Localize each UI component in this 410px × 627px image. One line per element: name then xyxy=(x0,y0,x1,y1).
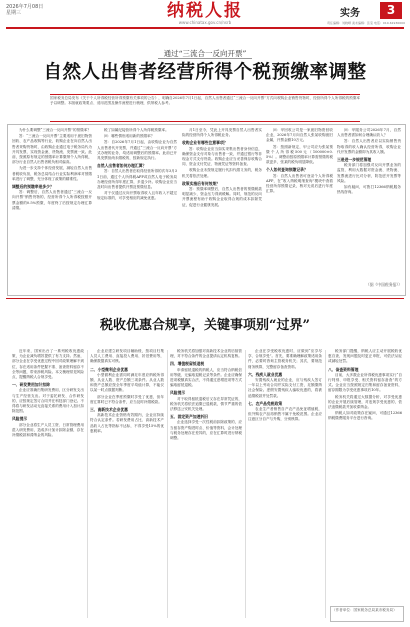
paragraph: 纳税人如对政策存在疑问，可通过12366纳税缴费服务平台进行咨询。 xyxy=(328,411,402,421)
subheading: 五、固定资产加速折旧 xyxy=(170,414,208,420)
article2-column xyxy=(12,349,84,619)
subheading: 调整后的预缴率是多少？ xyxy=(12,184,54,190)
paragraph: 答：自2026年7月1日起，由收购企业为自然人出售者代开发票，并通过“三流合一反向开票”方式办理的业务，均适用调整后的预缴率。此前已开具发票但尚未缴税的，按新规定执行。 xyxy=(97,140,177,161)
article1-kicker xyxy=(0,48,410,59)
page-number: 3 xyxy=(380,2,402,19)
subheading: 七、农产品免税政策 xyxy=(248,400,283,406)
paragraph: 税了如属纪接营所得个人所得税预缴率。 xyxy=(104,128,169,132)
paragraph: 高新技术企业资格有效期内，企业应持续符合认定条件。若研发费用占比、高新技术产品收入占比等指标不达标，不得享受15%的优惠税率。 xyxy=(90,413,164,433)
subheading: 自然人出售者如何办理汇算？ xyxy=(97,163,147,169)
article1-lead: 国家税务总局发布《关于个人所得税经营所得预缴有关事项的公告》，明确自2026年7月1日起，自然人出售者通过“三流合一反向开票”方式向收购企业销售货物时，经营所得个人所得税的预缴率予以调整。本版就政策要点、适用范围及操作流程进行梳理，供纳税人参考。 xyxy=(50,94,360,122)
paragraph: 为什么要调整“三流合一反向开票”的预缴率？ xyxy=(19,128,91,132)
paragraph: 企业选择享受一次性税前扣除政策的，应当留存资产购进时点、价值等资料，会计处理与税务处理存在差异的，应在汇算时进行纳税调整。 xyxy=(170,420,242,441)
paragraph: 近年来，国家出台了一系列税收优惠政策，为企业减负增效提供了有力支持。然而，部分企业在享受优惠过程中因对政策理解不到位，存在适用条件把握不准、备查资料留存不全等问题，带来涉税风险。本文梳理常见风险点，提醒纳税人合规享受。 xyxy=(12,349,84,380)
paragraph: 为进一步支持个体经营发展，减轻自然人出售者税收负担，税务总局结合行业实际利润率对预缴率进行了调整，充分体现了政策的精准性。 xyxy=(12,166,92,181)
column-rule xyxy=(245,350,246,618)
article1-column xyxy=(182,128,262,290)
paragraph: 答：按照新规定，甲公司应为张某预缴个人所得税500元（100000×0.5%）。调整前按原预缴率计算需预缴的税款更多，张某的税负明显降低。 xyxy=(266,144,333,165)
column-rule xyxy=(167,350,168,618)
paragraph: 小型微利企业需同时满足年度应纳税所得额、从业人数、资产总额三项条件。从业人数和资产总额应按全年季度平均值计算，不能仅以某一时点数据判断。 xyxy=(90,372,164,393)
article2-column xyxy=(328,349,402,603)
article1-title: 自然人出售者经营所得个税预缴率调整 xyxy=(43,62,367,83)
issue-date xyxy=(6,4,43,16)
article-divider xyxy=(6,298,404,299)
article1-column xyxy=(97,128,177,290)
paragraph: 答：自然人出售者在取得经营所得的次年3月31日前，通过个人所得税APP或自然人电子税务局办理经营所得年度汇算，多退少补。收购企业应当及时向出售者提供开票及预缴信息。 xyxy=(97,169,177,190)
paragraph: 农业生产者销售自产农产品免征增值税，但外购农产品再销售不属于免税范围。企业应注意区分自产与外购，分别核算。 xyxy=(248,407,322,422)
paragraph: 答：预缴率调整后，自然人出售者的预缴税款明显减少，资金压力得到缓解。同时，规范的反向开票流程有助于收购企业取得合规的成本扣除凭证，促进行业健康发展。 xyxy=(182,187,262,207)
article2-column xyxy=(170,349,242,619)
paragraph: 税务部门提醒，纳税人应主动开展税收优惠自查，发现问题及时更正申报，可依法从轻或减轻处罚。 xyxy=(328,349,402,364)
article2-title: 税收优惠合规享，关键事项别“过界” xyxy=(100,318,310,333)
article1-column xyxy=(266,128,333,290)
paragraph: 答：自然人出售者应以实际销售货物取得的收入确认经营所得，收购企业代开发票的金额即为其收入额。 xyxy=(337,139,401,154)
paragraph: 部分企业在季度预缴时享受了优惠，但年度汇算时已不符合条件，应当及时补缴税款。 xyxy=(90,394,164,404)
subheading: 三是进一步规范管理 xyxy=(337,157,372,163)
masthead-url: www.chinatax.gov.cn/nsrb xyxy=(178,20,232,25)
subheading: 个人如何查询预缴记录？ xyxy=(266,167,308,173)
subheading: 收购企业有哪些注意事项？ xyxy=(182,140,228,146)
paragraph: 答：“三流合一反向开票”主要适用于废旧物资回收、农产品收购等行业，收购企业在向自然人出售者采购货物时，由收购企业通过电子税务局代为开具发票，实现资金流、货物流、发票流一致。此前，按照原有规定的预缴率计算缴纳个人所得税，部分行业自然人出售者税负相对偏高。 xyxy=(12,134,92,165)
paragraph: 安置残疾人就业的企业，应与残疾人签订一年以上劳动合同并实际支付工资，足额缴纳社会保险。虚假安置残疾人骗取优惠的，将被追缴税款并处罚款。 xyxy=(248,378,322,398)
article1-column xyxy=(337,128,401,278)
header-rule xyxy=(6,27,404,29)
paragraph: 问：哪些情形适用新的预缴率？ xyxy=(104,134,155,139)
column-rule xyxy=(87,350,88,618)
masthead xyxy=(150,2,260,24)
subheading: 风险提示 xyxy=(170,390,186,396)
paragraph: 目前，大多数企业所得税优惠事项实行“自行判别、申报享受、相关资料留存备查”的方式。企业应当按照规定归集和留存备查资料，留存期限为享受优惠事项后10年。 xyxy=(328,372,402,393)
subheading: 二、小型微利企业优惠 xyxy=(90,366,128,372)
subheading: 六、残疾人就业优惠 xyxy=(248,371,283,377)
article2-author: （作者单位：国家税务总局某市税务局） xyxy=(330,606,404,622)
date-line: 2026年7月08日 xyxy=(6,4,44,10)
weekday-line: 星期三 xyxy=(6,10,22,16)
article1-column xyxy=(12,128,92,290)
paragraph: 部分企业将生产人员工资、日常管理费用混入研发费用，造成多计加计扣除金额，存在补缴税款和滞纳金的风险。 xyxy=(12,422,84,438)
paragraph: 企业在享受税收优惠时，应做到“应享尽享、合规享受”。首先，要准确理解政策适用条件，必要时咨询主管税务机关；其次，要规范财务核算，完整留存备查资料。 xyxy=(248,349,322,369)
subheading: 八、备查资料管理 xyxy=(328,366,359,372)
column-rule xyxy=(325,350,326,618)
paragraph: 税务机关将加强对高新技术企业的后续管理，对不符合条件的企业提请认定机构复核。 xyxy=(170,349,242,359)
paragraph: 如有疑问，可拨打12366纳税服务热线咨询。 xyxy=(337,185,401,195)
section-name: 实务 xyxy=(340,8,360,19)
paragraph: 税务机关将通过大数据分析，对享受优惠的企业开展后续管理，对违规享受优惠的，依法追缴税款并加收滞纳金。 xyxy=(328,394,402,410)
paragraph: 答：调整后，自然人出售者通过“三流合一反向开票”销售货物的，经营所得个人所得税按照开票金额的0.5%预缴，年度终了后按规定办理汇算清缴。 xyxy=(12,190,92,210)
paragraph: 收购企业未按规定履行代扣代缴义务的，税务机关将依法处理。 xyxy=(182,168,262,178)
paragraph: 税务部门将加强对反向开票业务的监管，利用大数据对资金流、货物流、发票流进行比对分析，防范虚开发票等风险。 xyxy=(337,163,401,183)
paragraph: 答：收购企业应当如实采集出售者身份信息，确保资金支付对象与出售者一致，并通过银行等非现金方式支付货款。收购企业应当妥善保存收购合同、资金支付凭证、物流凭证等资料备查。 xyxy=(182,146,262,167)
subheading: 风险提示 xyxy=(12,416,28,422)
masthead-title: 纳税人报 xyxy=(167,1,243,21)
paragraph: 月1日至今，凭此上开具发票自然人出售者实际的经营所得个人所得税业务。 xyxy=(182,128,262,138)
paragraph: 问：甲服务公司2026年7月，自然人出售者需如何合理确认收入？ xyxy=(337,128,401,138)
staff-line: 责任编辑：刘晓晴 美术编辑：张莹 电话：010-61930000 xyxy=(327,21,405,25)
kicker-text: 通过“三流合一反向开票” xyxy=(158,49,253,59)
paragraph: 企业应准确归集研发费用，区分研发支出与生产经营支出。对于委托研发、合作研发的，应按规定签订合同并在科技部门登记。不得将与研发活动无直接关系的费用计入加计扣除范围。 xyxy=(12,388,84,414)
paragraph: 对于仅通过反向开票取得收入且年收入不超过规定标准的，可享受相应的减免优惠。 xyxy=(97,191,177,201)
paragraph: 申请留抵退税的纳税人，应当符合纳税信用等级、无骗取退税记录等条件。企业应确保进项税额真实合法，不得通过虚增进项等方式骗取留抵退税。 xyxy=(170,367,242,388)
paragraph: 问：甲回收公司是一家废旧物资回收企业，2026年7月向自然人张某收购废旧金属，开票金额10万元。 xyxy=(266,128,333,143)
article2-column xyxy=(90,349,164,619)
subheading: 三、高新技术企业优惠 xyxy=(90,407,128,413)
article2-column xyxy=(248,349,322,619)
article1-author: （据《中国税务报》） xyxy=(365,282,402,287)
subheading: 四、增值税留抵退税 xyxy=(170,361,205,367)
paragraph: 企业应建立研发项目辅助账，按项目归集人员人工费用、直接投入费用、折旧费用等，确保数据真实可核。 xyxy=(90,349,164,364)
subheading: 一、研发费用加计扣除 xyxy=(12,382,50,388)
paragraph: 对于取得留抵退税后又存在异常凭证的，税务机关将依法追缴已退税款，情节严重的依法移送公安机关处理。 xyxy=(170,396,242,412)
subheading: 政策实施后有何效果？ xyxy=(182,180,220,186)
paragraph: 答：自然人出售者可登录个人所得税APP，在“收入纳税明细查询”模块中查看经营所得预缴记录，核对无误后进行年度汇算。 xyxy=(266,173,333,194)
